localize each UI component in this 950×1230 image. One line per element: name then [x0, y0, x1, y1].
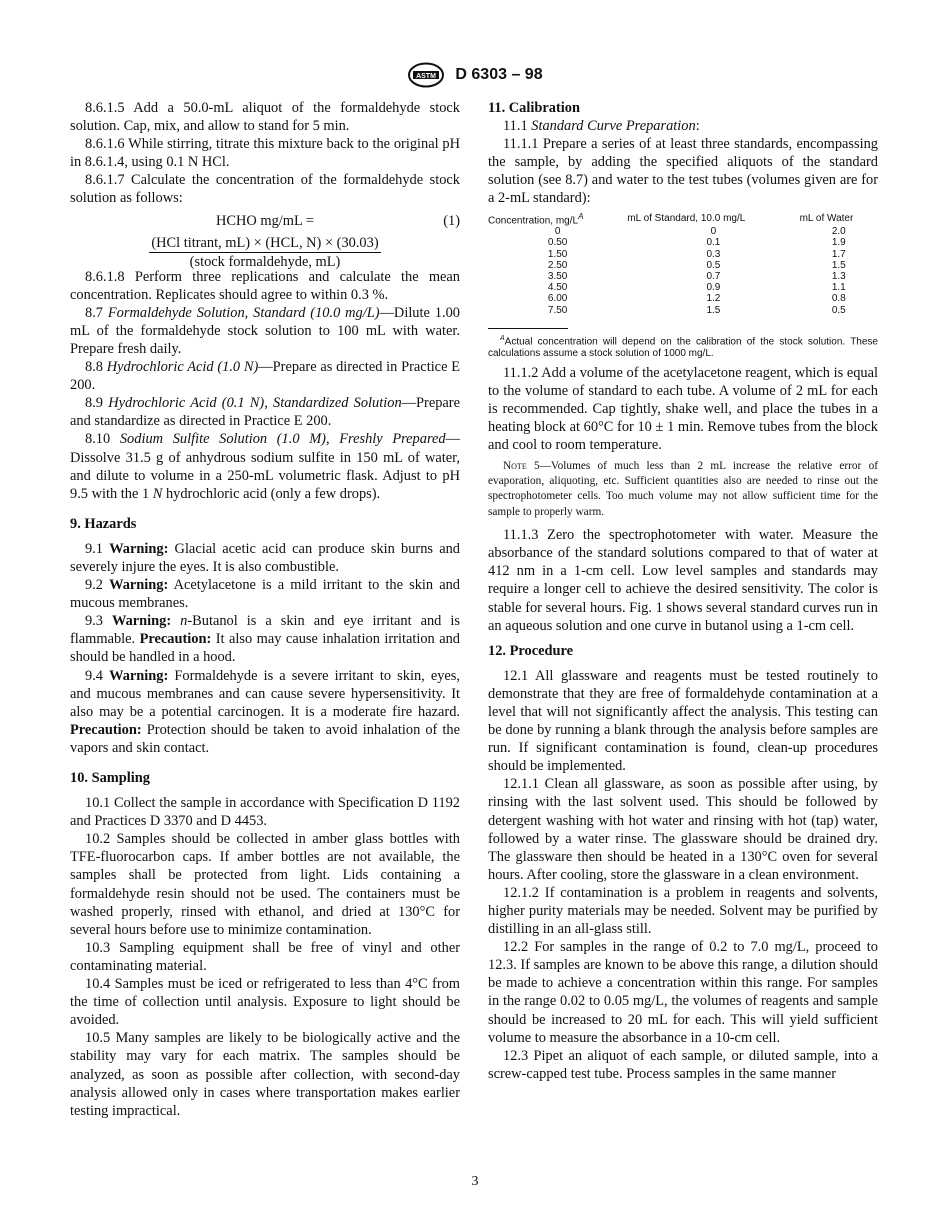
paragraph-12-3: 12.3 Pipet an aliquot of each sample, or diluted sample, into a screw-capped test tube. Process samples in the same manner [488, 1047, 878, 1082]
paragraph-10-4: 10.4 Samples must be iced or refrigerated to less than 4°C from the time of collection until analysis. Exposure to light should be avoided. [70, 976, 460, 1029]
equation-numerator: (HCl titrant, mL) × (HCL, N) × (30.03) [149, 234, 380, 253]
astm-logo-icon [407, 62, 445, 88]
left-column [70, 99, 460, 1120]
paragraph-11-1: 11.1 Standard Curve Preparation: [503, 118, 700, 135]
table-row: 3.50 0.7 1.3 [547, 270, 846, 282]
paragraph-9-1: 9.1 Warning: Glacial acetic acid can produce skin burns and severely injure the eyes. It is also combustible. [70, 540, 460, 575]
paragraph-10-1: 10.1 Collect the sample in accordance with Specification D 1192 and Practices D 3370 and D 4453. [70, 795, 460, 830]
equation-lhs: HCHO mg/mL = [216, 212, 314, 229]
paragraph-12-1-2: 12.1.2 If contamination is a problem in reagents and solvents, higher purity materials may be needed. Solvent may be purified by distilling in an all-glass still. [488, 884, 878, 938]
table-header-standard: mL of Standard, 10.0 mg/L [627, 212, 746, 224]
table-header-row [488, 211, 878, 227]
paragraph-12-1: 12.1 All glassware and reagents must be tested routinely to demonstrate that they are free of formaldehyde contamination at a level that will not significantly affect the analysis. This testing can be done by running a blank through the analysis before samples are run. If significant contamination is found, clean-up procedures should be implemented. [488, 667, 878, 775]
paragraph-8-6-1-5: 8.6.1.5 Add a 50.0-mL aliquot of the formaldehyde stock solution. Cap, mix, and allow to stand for 5 min. [70, 100, 460, 135]
paragraph-8-6-1-7: 8.6.1.7 Calculate the concentration of the formaldehyde stock solution as follows: [70, 172, 460, 207]
equation-1 [70, 212, 460, 270]
paragraph-11-1-3: 11.1.3 Zero the spectrophotometer with water. Measure the absorbance of the standard solutions compared to that of water at 412 nm in a 1-cm cell. Low level samples and standards may require a longer cell to achieve the desired sensitivity. The color is stable for several hours. Fig. 1 shows several standard curves run in an aqueous solution and one curve in butanol using a 1-cm cell. [488, 527, 878, 634]
paragraph-8-7: 8.7 Formaldehyde Solution, Standard (10.0 mg/L)—Dilute 1.00 mL of the formaldehyde stock solution to 100 mL with water. Prepare fresh daily. [70, 304, 460, 357]
table-row: 0.50 0.1 1.9 [547, 237, 846, 249]
section-heading-hazards: 9. Hazards [70, 515, 137, 532]
paragraph-12-2: 12.2 For samples in the range of 0.2 to 7.0 mg/L, proceed to 12.3. If samples are known to be above this range, a dilution should be made to achieve a concentration within this range. For samples in the range 0.02 to 0.05 mg/L, the volumes of reagents and sample should be increased to 20 mL for each. This will yield sufficient volume to measure the absorbance in a 10-cm cell. [488, 939, 878, 1046]
table-row: 6.00 1.2 0.8 [547, 293, 846, 305]
paragraph-12-1-1: 12.1.1 Clean all glassware, as soon as possible after using, by rinsing with the last solvent used. This should be followed by detergent washing with hot water and rinsing with hot (tap) water, followed by a water rinse. The glassware should be drained dry. The glassware then should be heated in a 130°C oven for several hours. After cooling, store the glassware in a clean environment. [488, 776, 878, 883]
table-row: 7.50 1.5 0.5 [547, 304, 846, 316]
note-5: Note 5—Volumes of much less than 2 mL increase the relative error of evaporation, aliquoting, etc. Sufficient quantities also are needed to rinse out the spectrophotometer cells. Too much volume may not allow sufficient time for the sample to properly warm. [488, 459, 878, 518]
paragraph-10-5: 10.5 Many samples are likely to be biologically active and the stability may vary for each matrix. The samples should be analyzed, as soon as possible after collection, with second-day analysis allowed only in cases where transportation makes earlier testing impractical. [70, 1030, 460, 1119]
table-footnote: $^A$Actual concentration will depend on the calibration of the stock solution. These calculations assume a stock solution of 1000 mg/L. [488, 334, 878, 360]
section-heading-calibration: 11. Calibration [488, 100, 580, 116]
paragraph-11-1-2: 11.1.2 Add a volume of the acetylacetone reagent, which is equal to the volume of standard to each tube. A volume of 2 mL for each is recommended. Cap tightly, shake well, and place the tubes in a heating block at 60°C for 10 ± 1 min. Remove tubes from the block and cool to room temperature. [488, 365, 878, 454]
section-heading-sampling: 10. Sampling [70, 770, 150, 786]
table-row: 0 0 2.0 [554, 226, 846, 238]
paragraph-9-3: 9.3 Warning: n-Butanol is a skin and eye irritant and is flammable. Precaution: It also may cause inhalation irritation and should be handled in a hood. [70, 613, 460, 666]
equation-fraction [70, 234, 460, 271]
table-row: 1.50 0.3 1.7 [547, 248, 846, 260]
page-number: 3 [471, 1174, 479, 1189]
paragraph-8-8: 8.8 Hydrochloric Acid (1.0 N)—Prepare as directed in Practice E 200. [70, 359, 460, 394]
footnote-divider [488, 328, 568, 329]
equation-denominator: (stock formaldehyde, mL) [189, 253, 341, 270]
page-header [0, 62, 950, 88]
paragraph-11-1-1: 11.1.1 Prepare a series of at least three standards, encompassing the sample, by adding the specified aliquots of the standard solution (see 8.7) and water to the test tubes (volumes given are for a 2-mL standard): [488, 136, 878, 207]
table-header-water: mL of Water [799, 212, 854, 224]
paragraph-10-3: 10.3 Sampling equipment shall be free of vinyl and other contaminating material. [70, 939, 460, 974]
section-heading-procedure: 12. Procedure [488, 642, 573, 659]
standard-code: D 6303 – 98 [455, 66, 543, 83]
paragraph-9-2: 9.2 Warning: Acetylacetone is a mild irritant to the skin and mucous membranes. [70, 577, 460, 612]
right-column [488, 99, 878, 1083]
svg-text:ASTM: ASTM [416, 72, 437, 80]
table-header-concentration: Concentration, $mg/L^A$ [488, 211, 584, 226]
equation-number: (1) [443, 212, 460, 229]
paragraph-8-6-1-8: 8.6.1.8 Perform three replications and calculate the mean concentration. Replicates should agree to within 0.3 %. [70, 268, 460, 303]
paragraph-8-6-1-6: 8.6.1.6 While stirring, titrate this mixture back to the original pH in 8.6.1.4, using 0.1 N HCl. [70, 136, 460, 171]
table-row: 2.50 0.5 1.5 [547, 259, 846, 271]
standards-table [488, 211, 878, 316]
paragraph-10-2: 10.2 Samples should be collected in amber glass bottles with TFE-fluorocarbon caps. If amber bottles are not available, the samples shall be protected from light. Lids containing a formaldehyde resin should not be used. The containers must be washed properly, rinsed with ethanol, and dried at 130°C for several hours before use to minimize contamination. [70, 831, 460, 938]
paragraph-9-4: 9.4 Warning: Formaldehyde is a severe irritant to skin, eyes, and mucous membranes and can cause severe hypersensitivity. It also may be a potential carcinogen. It is a moderate fire hazard. Precaution: Protection should be taken to avoid inhalation of the vapors and skin contact. [70, 667, 461, 756]
table-row: 4.50 0.9 1.1 [547, 282, 846, 294]
paragraph-8-10: 8.10 Sodium Sulfite Solution (1.0 M), Freshly Prepared—Dissolve 31.5 g of anhydrous sodium sulfite in 150 mL of water, and dilute to volume in a 250-mL volumetric flask. Adjust to pH 9.5 with the 1 N hydrochloric acid (only a few drops). [70, 431, 460, 502]
paragraph-8-9: 8.9 Hydrochloric Acid (0.1 N), Standardized Solution—Prepare and standardize as directed in Practice E 200. [70, 395, 460, 430]
